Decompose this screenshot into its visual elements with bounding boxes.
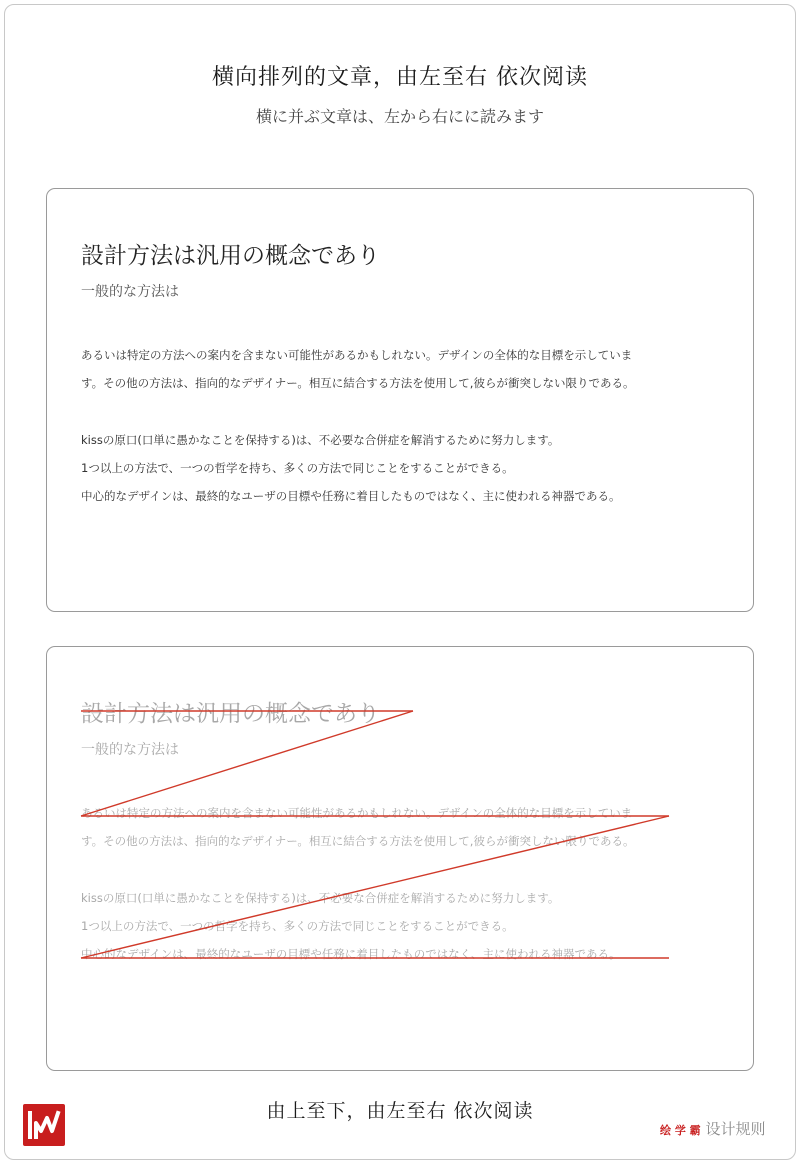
reading-path-line — [81, 711, 413, 816]
brand-logo — [23, 1104, 65, 1146]
brand-watermark — [660, 1118, 765, 1139]
paragraph-line: あるいは特定の方法への案内を含まない可能性があるかもしれない。デザインの全体的な目標を示していま — [81, 348, 633, 362]
paragraph-line: kissの原口(口単に愚かなことを保持する)は、不必要な合併症を解消するために努力します。 — [81, 891, 560, 905]
card-title: 設計方法は汎用の概念であり — [81, 243, 380, 269]
reading-path-overlay — [47, 647, 753, 1070]
logo-mark-icon — [23, 1104, 65, 1146]
paragraph-line: 1つ以上の方法で、一つの哲学を持ち、多くの方法で同じことをすることができる。 — [81, 461, 514, 475]
paragraph-2 — [81, 426, 691, 510]
paragraph-line: す。その他の方法は、指向的なデザイナー。相互に結合する方法を使用して,彼らが衝突しない限りである。 — [81, 834, 635, 848]
paragraph-1 — [81, 341, 691, 397]
paragraph-line: あるいは特定の方法への案内を含まない可能性があるかもしれない。デザインの全体的な目標を示していま — [81, 806, 633, 820]
card-title: 設計方法は汎用の概念であり — [81, 701, 380, 727]
brand-red-text: 绘 学 霸 — [660, 1124, 701, 1137]
reading-path-card — [46, 646, 754, 1071]
footer-caption: 由上至下，由左至右 依次阅读 — [266, 1100, 534, 1122]
card-subtitle: 一般的な方法は — [81, 284, 179, 300]
page-heading: 横向排列的文章，由左至右 依次阅读 — [212, 65, 588, 90]
text-sample-card — [46, 188, 754, 612]
paragraph-line: 中心的なデザインは、最終的なユーザの目標や任務に着目したものではなく、主に使われる神器である。 — [81, 947, 621, 961]
paragraph-line: kissの原口(口単に愚かなことを保持する)は、不必要な合併症を解消するために努力します。 — [81, 433, 560, 447]
paragraph-line: す。その他の方法は、指向的なデザイナー。相互に結合する方法を使用して,彼らが衝突しない限りである。 — [81, 376, 635, 390]
paragraph-line: 中心的なデザインは、最終的なユーザの目標や任務に着目したものではなく、主に使われる神器である。 — [81, 489, 621, 503]
brand-gray-text: 设计规则 — [705, 1120, 766, 1138]
card-subtitle: 一般的な方法は — [81, 742, 179, 758]
page-subheading: 横に并ぶ文章は、左から右にに読みます — [255, 107, 544, 126]
paragraph-line: 1つ以上の方法で、一つの哲学を持ち、多くの方法で同じことをすることができる。 — [81, 919, 514, 933]
reading-path-line — [81, 816, 669, 958]
